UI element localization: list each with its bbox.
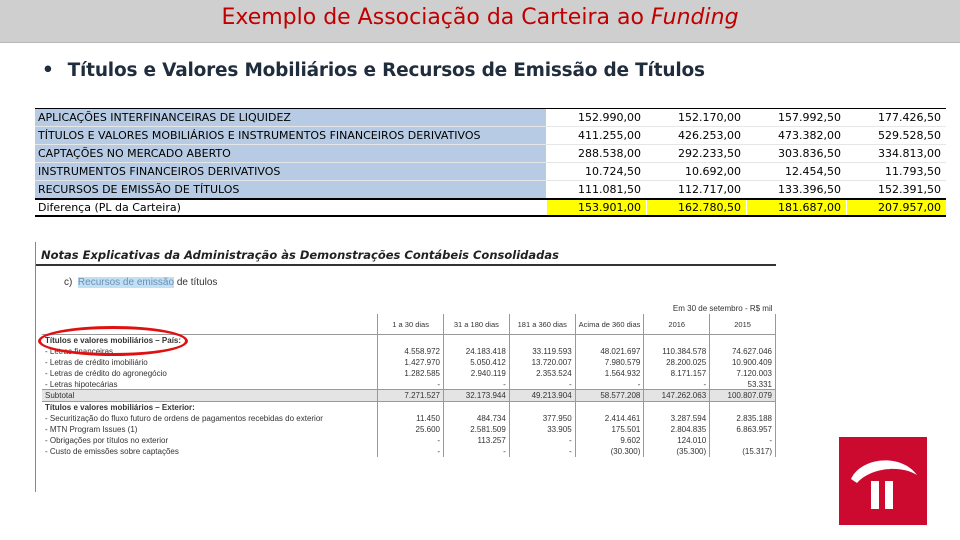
cell-value: 2.353.524 bbox=[509, 368, 575, 379]
cell-value: 53.331 bbox=[710, 379, 776, 390]
row-value: 288.538,00 bbox=[547, 145, 647, 163]
row-value: 152.391,50 bbox=[847, 181, 947, 200]
cell-value: 33.905 bbox=[509, 424, 575, 435]
cell-value: 1.427.970 bbox=[378, 357, 444, 368]
divider bbox=[36, 264, 776, 266]
cell-value: 8.171.157 bbox=[644, 368, 710, 379]
column-header: 2015 bbox=[710, 314, 776, 335]
unit-row bbox=[42, 302, 776, 314]
row-value: 411.255,00 bbox=[547, 127, 647, 145]
total-value: 207.957,00 bbox=[847, 199, 947, 216]
cell-value: 24.183.418 bbox=[443, 346, 509, 357]
row-value: 473.382,00 bbox=[747, 127, 847, 145]
cell-label: - Letras de crédito do agronegócio bbox=[42, 368, 378, 379]
cell-label: - Custo de emissões sobre captações bbox=[42, 446, 378, 457]
cell-value: (30.300) bbox=[575, 446, 644, 457]
cell-value: 6.863.957 bbox=[710, 424, 776, 435]
cell-value: 2.835.188 bbox=[710, 413, 776, 424]
cell-label: Títulos e valores mobiliários – Exterior: bbox=[42, 402, 378, 413]
table-row bbox=[42, 413, 776, 424]
column-header: 181 a 360 dias bbox=[509, 314, 575, 335]
title-bar bbox=[0, 0, 960, 43]
bullet-heading: • Títulos e Valores Mobiliários e Recursos de Emissão de Títulos bbox=[42, 60, 705, 81]
table-row bbox=[42, 435, 776, 446]
cell-value bbox=[644, 335, 710, 346]
cell-value bbox=[710, 402, 776, 413]
cell-value: 25.600 bbox=[378, 424, 444, 435]
cell-value: 9.602 bbox=[575, 435, 644, 446]
row-value: 111.081,50 bbox=[547, 181, 647, 200]
row-value: 334.813,00 bbox=[847, 145, 947, 163]
cell-value: - bbox=[509, 379, 575, 390]
cell-value: - bbox=[378, 379, 444, 390]
unit-note: Em 30 de setembro - R$ mil bbox=[672, 303, 773, 313]
cell-label: - Securitização do fluxo futuro de ordens de pagamentos recebidas do exterior bbox=[42, 413, 378, 424]
cell-value: 2.581.509 bbox=[443, 424, 509, 435]
cell-value: 74.627.046 bbox=[710, 346, 776, 357]
total-value: 153.901,00 bbox=[547, 199, 647, 216]
bullet-icon: • bbox=[42, 60, 54, 81]
cell-value bbox=[378, 402, 444, 413]
row-value: 152.990,00 bbox=[547, 109, 647, 127]
row-value: 157.992,50 bbox=[747, 109, 847, 127]
cell-value: - bbox=[509, 446, 575, 457]
row-value: 12.454,50 bbox=[747, 163, 847, 181]
row-label: INSTRUMENTOS FINANCEIROS DERIVATIVOS bbox=[35, 163, 547, 181]
table-row bbox=[42, 379, 776, 390]
table-row bbox=[42, 368, 776, 379]
cell-value: (15.317) bbox=[710, 446, 776, 457]
table-row bbox=[42, 446, 776, 457]
cell-value: 28.200.025 bbox=[644, 357, 710, 368]
cell-label: - Letras de crédito imobiliário bbox=[42, 357, 378, 368]
cell-value: 7.980.579 bbox=[575, 357, 644, 368]
table-row bbox=[42, 424, 776, 435]
cell-value: 2.940.119 bbox=[443, 368, 509, 379]
cell-value: 1.564.932 bbox=[575, 368, 644, 379]
row-value: 112.717,00 bbox=[647, 181, 747, 200]
cell-value: 49.213.904 bbox=[509, 390, 575, 402]
notes-table bbox=[42, 302, 776, 457]
cell-value: 13.720.007 bbox=[509, 357, 575, 368]
row-value: 177.426,50 bbox=[847, 109, 947, 127]
row-value: 426.253,00 bbox=[647, 127, 747, 145]
row-value: 133.396,50 bbox=[747, 181, 847, 200]
column-header: Acima de 360 dias bbox=[575, 314, 644, 335]
cell-value: - bbox=[509, 435, 575, 446]
cell-value: 377.950 bbox=[509, 413, 575, 424]
row-value: 10.692,00 bbox=[647, 163, 747, 181]
summary-total-row bbox=[35, 199, 946, 216]
cell-value bbox=[443, 335, 509, 346]
total-value: 181.687,00 bbox=[747, 199, 847, 216]
row-value: 303.836,50 bbox=[747, 145, 847, 163]
summary-row bbox=[35, 181, 946, 200]
summary-row bbox=[35, 127, 946, 145]
section-header bbox=[42, 402, 776, 413]
row-value: 529.528,50 bbox=[847, 127, 947, 145]
cell-value: - bbox=[710, 435, 776, 446]
cell-value: 11.450 bbox=[378, 413, 444, 424]
column-header: 31 a 180 dias bbox=[443, 314, 509, 335]
cell-value: - bbox=[378, 446, 444, 457]
cell-label: - Obrigações por títulos no exterior bbox=[42, 435, 378, 446]
cell-value bbox=[378, 335, 444, 346]
cell-value bbox=[575, 402, 644, 413]
summary-row bbox=[35, 163, 946, 181]
cell-value: 5.050.412 bbox=[443, 357, 509, 368]
cell-value: 147.262.063 bbox=[644, 390, 710, 402]
highlight-oval bbox=[38, 326, 188, 356]
cell-value: 48.021.697 bbox=[575, 346, 644, 357]
notes-panel bbox=[35, 242, 776, 492]
cell-value: 2.804.835 bbox=[644, 424, 710, 435]
slide-title: Exemplo de Associação da Carteira ao Funding bbox=[221, 5, 739, 30]
summary-row bbox=[35, 145, 946, 163]
cell-value bbox=[644, 402, 710, 413]
column-header: 2016 bbox=[644, 314, 710, 335]
cell-label: - Letras hipotecárias bbox=[42, 379, 378, 390]
row-label: TÍTULOS E VALORES MOBILIÁRIOS E INSTRUMENTOS FINANCEIROS DERIVATIVOS bbox=[35, 127, 547, 145]
summary-table bbox=[35, 108, 946, 217]
bradesco-logo-icon bbox=[839, 437, 927, 525]
notes-title: Notas Explicativas da Administração às Demonstrações Contábeis Consolidadas bbox=[41, 248, 559, 262]
subtotal-row bbox=[42, 390, 776, 402]
cell-label: - MTN Program Issues (1) bbox=[42, 424, 378, 435]
cell-label: Títulos e valores mobiliários – País: bbox=[42, 335, 378, 346]
cell-value bbox=[509, 335, 575, 346]
notes-subheading: c) Recursos de emissão de títulos bbox=[64, 277, 218, 288]
row-value: 152.170,00 bbox=[647, 109, 747, 127]
cell-value: 7.120.003 bbox=[710, 368, 776, 379]
cell-label: - Letras financeiras bbox=[42, 346, 378, 357]
cell-value: 100.807.079 bbox=[710, 390, 776, 402]
row-value: 11.793,50 bbox=[847, 163, 947, 181]
cell-value bbox=[710, 335, 776, 346]
cell-value: 58.577.208 bbox=[575, 390, 644, 402]
cell-value: 113.257 bbox=[443, 435, 509, 446]
cell-value: - bbox=[443, 379, 509, 390]
row-label: RECURSOS DE EMISSÃO DE TÍTULOS bbox=[35, 181, 547, 200]
cell-value: 175.501 bbox=[575, 424, 644, 435]
row-label: CAPTAÇÕES NO MERCADO ABERTO bbox=[35, 145, 547, 163]
cell-value: 2.414.461 bbox=[575, 413, 644, 424]
cell-value bbox=[509, 402, 575, 413]
cell-value: 33.119.593 bbox=[509, 346, 575, 357]
cell-value: 10.900.409 bbox=[710, 357, 776, 368]
cell-value bbox=[575, 335, 644, 346]
cell-value: (35.300) bbox=[644, 446, 710, 457]
column-header: 1 a 30 dias bbox=[378, 314, 444, 335]
cell-value: - bbox=[575, 379, 644, 390]
cell-value: 3.287.594 bbox=[644, 413, 710, 424]
cell-value: - bbox=[378, 435, 444, 446]
total-value: 162.780,50 bbox=[647, 199, 747, 216]
summary-row bbox=[35, 109, 946, 127]
cell-label: Subtotal bbox=[42, 390, 378, 402]
cell-value: 32.173.944 bbox=[443, 390, 509, 402]
cell-value: 7.271.527 bbox=[378, 390, 444, 402]
total-label: Diferença (PL da Carteira) bbox=[35, 199, 547, 216]
cell-value: 1.282.585 bbox=[378, 368, 444, 379]
cell-value: 484.734 bbox=[443, 413, 509, 424]
cell-value: 124.010 bbox=[644, 435, 710, 446]
cell-value bbox=[443, 402, 509, 413]
cell-value: - bbox=[644, 379, 710, 390]
cell-value: 110.384.578 bbox=[644, 346, 710, 357]
table-row bbox=[42, 357, 776, 368]
row-label: APLICAÇÕES INTERFINANCEIRAS DE LIQUIDEZ bbox=[35, 109, 547, 127]
cell-value: 4.558.972 bbox=[378, 346, 444, 357]
row-value: 292.233,50 bbox=[647, 145, 747, 163]
cell-value: - bbox=[443, 446, 509, 457]
row-value: 10.724,50 bbox=[547, 163, 647, 181]
